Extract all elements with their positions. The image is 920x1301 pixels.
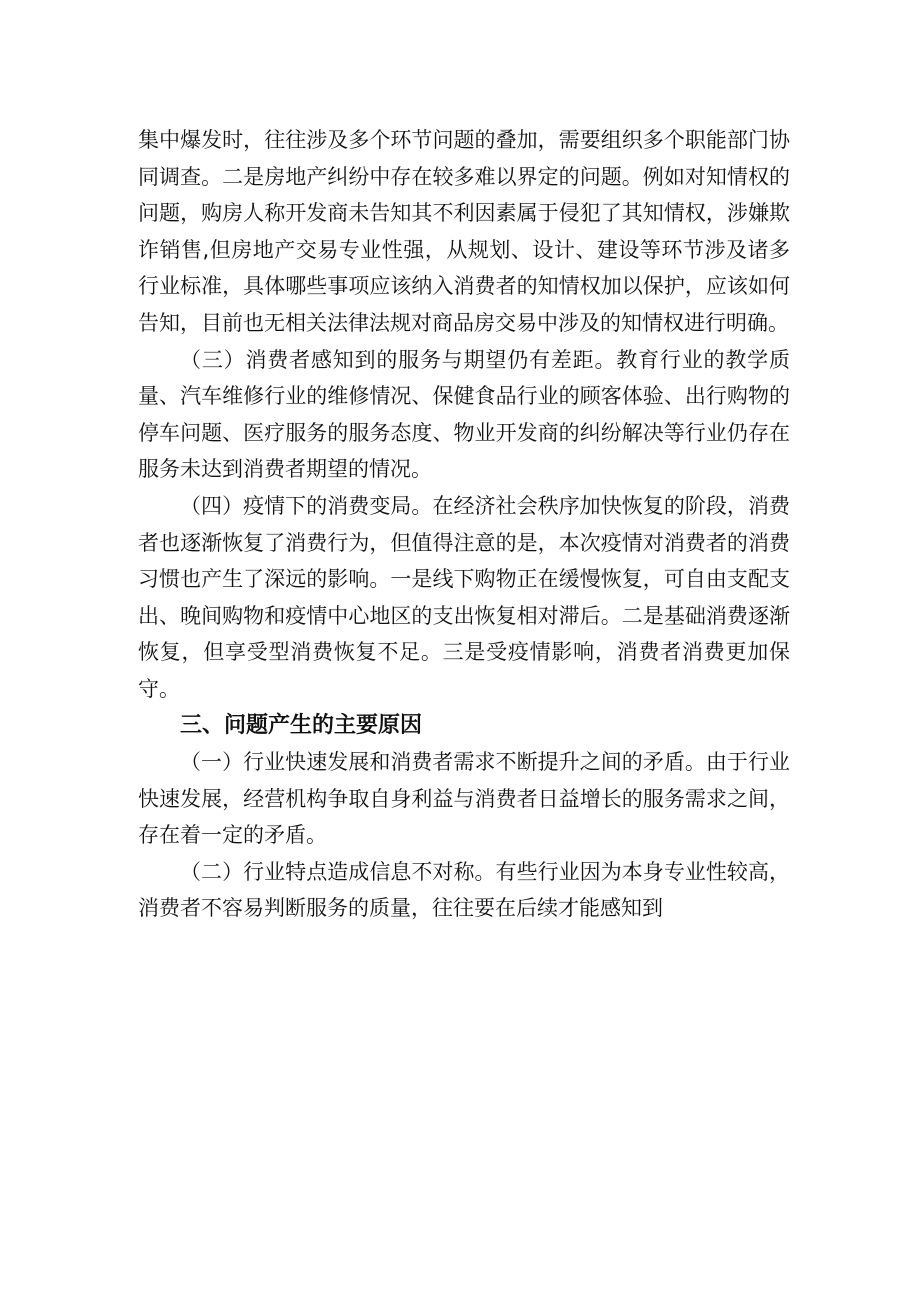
- paragraph-continued: 集中爆发时，往往涉及多个环节问题的叠加，需要组织多个职能部门协同调查。二是房地产纠纷中存在较多难以界定的问题。例如对知情权的问题，购房人称开发商未告知其不利因素属于侵犯了其知情权，涉嫌欺诈销售,但房地产交易专业性强，从规划、设计、建设等环节涉及诸多行业标准，具体哪些事项应该纳入消费者的知情权加以保护，应该如何告知，目前也无相关法律法规对商品房交易中涉及的知情权进行明确。: [138, 128, 790, 335]
- paragraph-item-four: （四）疫情下的消费变局。在经济社会秩序加快恢复的阶段，消费者也逐渐恢复了消费行为，但值得注意的是，本次疫情对消费者的消费习惯也产生了深远的影响。一是线下购物正在缓慢恢复，可自由支配支出、晚间购物和疫情中心地区的支出恢复相对滞后。二是基础消费逐渐恢复，但享受型消费恢复不足。三是受疫情影响，消费者消费更加保守。: [138, 493, 790, 701]
- document-body: [138, 122, 790, 927]
- paragraph-cause-two: （二）行业特点造成信息不对称。有些行业因为本身专业性较高，消费者不容易判断服务的质量，往往要在后续才能感知到: [138, 859, 790, 921]
- paragraph-item-three: （三）消费者感知到的服务与期望仍有差距。教育行业的教学质量、汽车维修行业的维修情况、保健食品行业的顾客体验、出行购物的停车问题、医疗服务的服务态度、物业开发商的纠纷解决等行业仍存在服务未达到消费者期望的情况。: [138, 347, 790, 482]
- section-heading: 三、问题产生的主要原因: [180, 712, 423, 738]
- paragraph-cause-one: （一）行业快速发展和消费者需求不断提升之间的矛盾。由于行业快速发展，经营机构争取自身利益与消费者日益增长的服务需求之间，存在着一定的矛盾。: [138, 750, 790, 848]
